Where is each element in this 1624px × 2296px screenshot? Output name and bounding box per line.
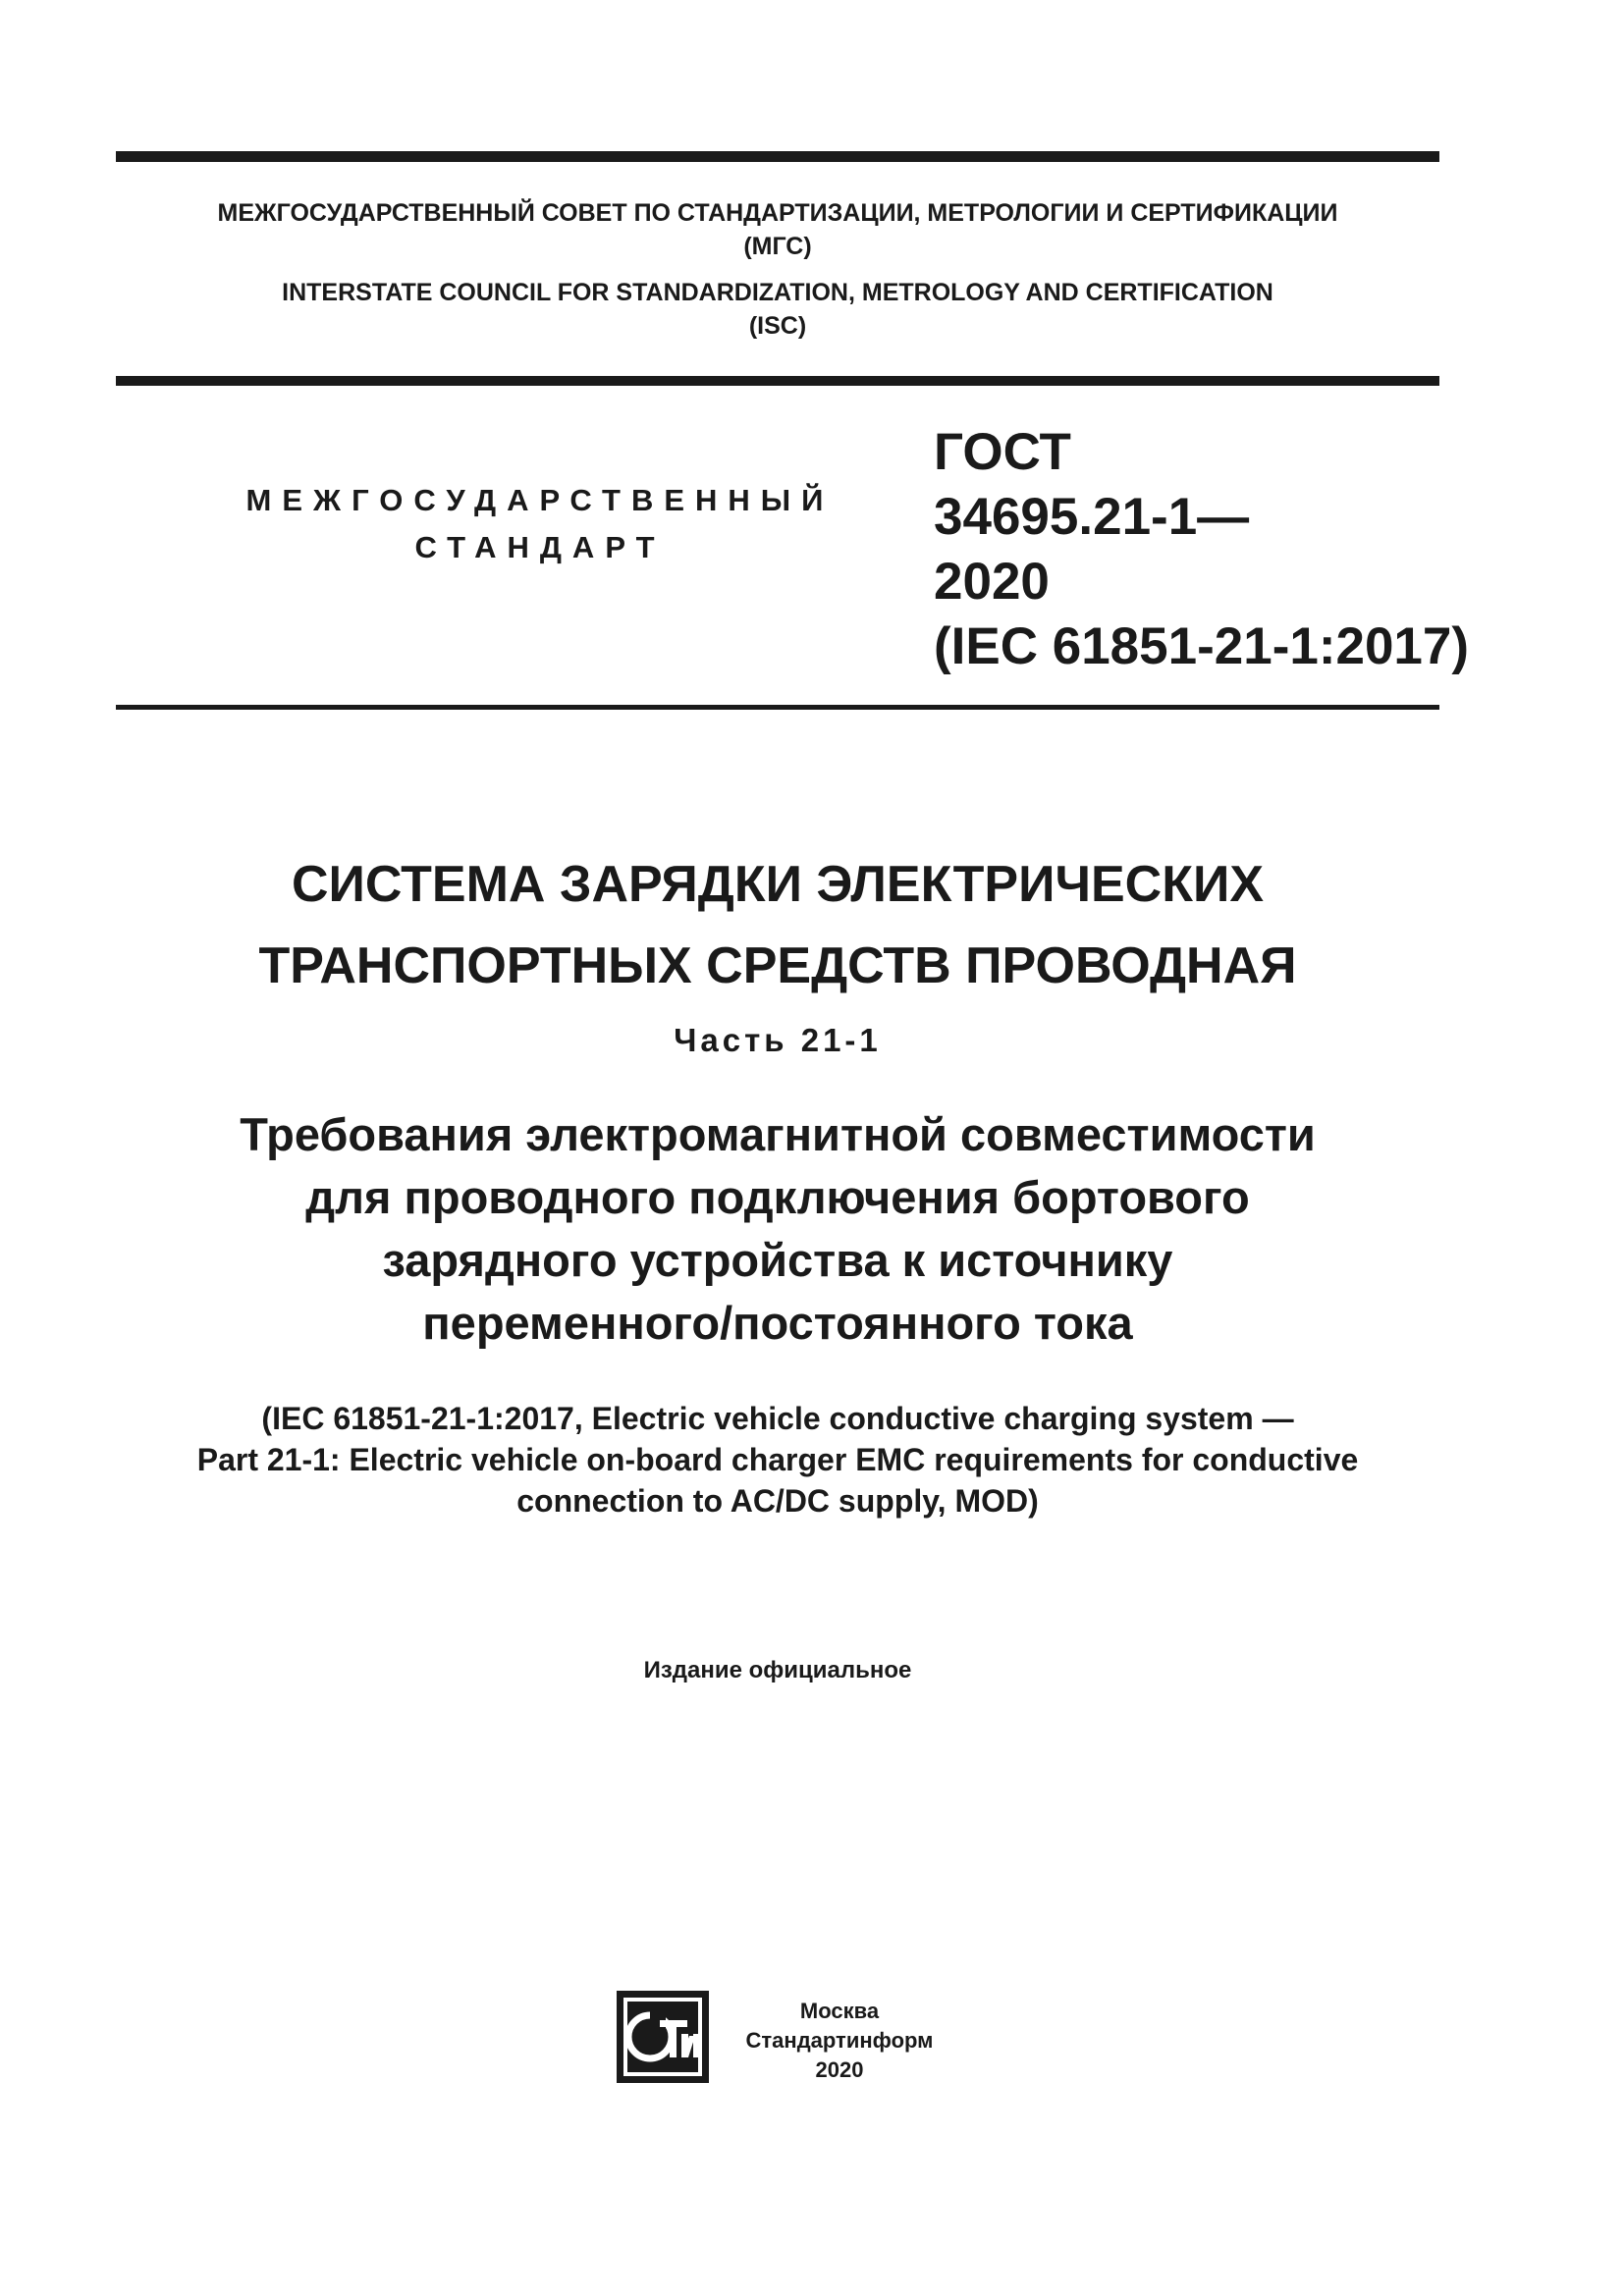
edition-note: Издание официальное [643,1657,912,1683]
standard-number-prefix: ГОСТ [934,423,1071,481]
standard-number-iec: (IEC 61851-21-1:2017) [934,617,1470,675]
council-name-en [116,276,1439,343]
publisher-imprint [717,1997,962,2085]
council-abbr-ru: (МГС) [743,233,812,260]
top-rule [116,151,1439,162]
standard-number [934,420,1470,679]
document-subtitle-line4: переменного/постоянного тока [422,1297,1133,1349]
document-subtitle [116,1103,1439,1355]
standard-kind [196,477,884,571]
document-title-line2: ТРАНСПОРТНЫХ СРЕДСТВ ПРОВОДНАЯ [258,937,1297,994]
bottom-rule [116,705,1439,710]
standartinform-logo-icon [617,1991,709,2083]
middle-rule [116,376,1439,386]
council-name-ru [116,196,1439,263]
publisher-city: Москва [799,1999,880,2023]
standard-kind-line2: СТАНДАРТ [414,530,666,564]
publisher-name: Стандартинформ [745,2028,934,2053]
council-name-en-line: INTERSTATE COUNCIL FOR STANDARDIZATION, METROLOGY AND CERTIFICATION [282,279,1273,306]
standard-number-code: 34695.21-1— [934,488,1250,546]
iec-reference-line3: connection to AC/DC supply, MOD) [516,1483,1039,1519]
document-subtitle-line2: для проводного подключения бортового [305,1171,1250,1223]
standard-number-year: 2020 [934,553,1050,611]
document-title [116,844,1439,1007]
document-part: Часть 21-1 [674,1022,882,1058]
document-subtitle-line3: зарядного устройства к источнику [382,1234,1173,1286]
publisher-year: 2020 [815,2057,864,2082]
iec-reference-line1: (IEC 61851-21-1:2017, Electric vehicle conductive charging system — [261,1401,1294,1436]
iec-reference [116,1398,1439,1522]
council-abbr-en: (ISC) [748,312,807,340]
iec-reference-line2: Part 21-1: Electric vehicle on-board charger EMC requirements for conductive [196,1442,1359,1477]
standard-kind-line1: МЕЖГОСУДАРСТВЕННЫЙ [245,483,835,517]
document-subtitle-line1: Требования электромагнитной совместимости [240,1108,1316,1160]
council-name-ru-line: МЕЖГОСУДАРСТВЕННЫЙ СОВЕТ ПО СТАНДАРТИЗАЦИИ, МЕТРОЛОГИИ И СЕРТИФИКАЦИИ [217,199,1338,227]
document-title-line1: СИСТЕМА ЗАРЯДКИ ЭЛЕКТРИЧЕСКИХ [291,856,1265,913]
